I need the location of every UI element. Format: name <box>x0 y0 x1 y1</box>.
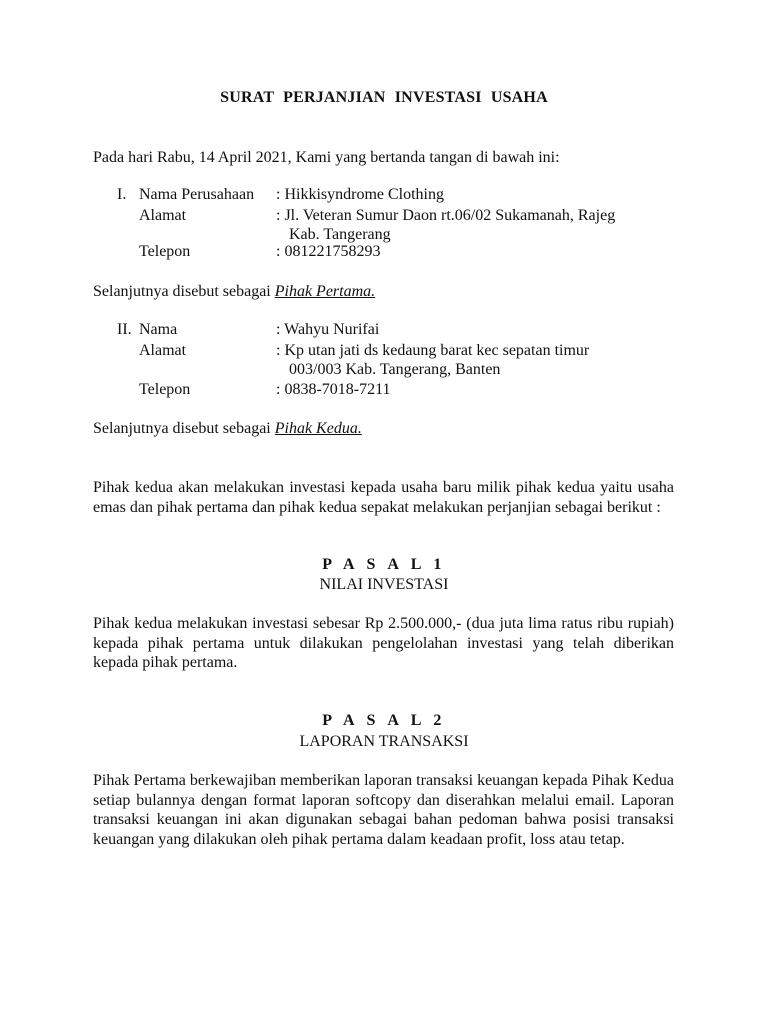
party2-referred <box>93 420 362 438</box>
party2-address-value: : Kp utan jati ds kedaung barat kec sepatan timur <box>276 342 590 359</box>
party2-phone-label: Telepon <box>139 381 191 398</box>
party2-name-label: Nama <box>139 321 178 338</box>
pasal2-heading: P A S A L 2 <box>322 712 446 729</box>
party2-address-label: Alamat <box>139 342 187 359</box>
opening-line: Pada hari Rabu, 14 April 2021, Kami yang bertanda tangan di bawah ini: <box>93 149 560 166</box>
party1-name-label: Nama Perusahaan <box>139 186 255 203</box>
party1-number: I. <box>117 186 127 203</box>
party1-phone-label: Telepon <box>139 243 191 260</box>
party1-address-label: Alamat <box>139 207 187 224</box>
party2-address-value2: 003/003 Kab. Tangerang, Banten <box>289 361 501 378</box>
document-title: SURAT PERJANJIAN INVESTASI USAHA <box>220 89 548 106</box>
party1-name-value: : Hikkisyndrome Clothing <box>276 186 444 203</box>
pasal2-body: Pihak Pertama berkewajiban memberikan laporan transaksi keuangan kepada Pihak Kedua setiap bulannya dengan format laporan softcopy dan diserahkan melalui email. Laporan transaksi keuangan ini akan digunakan sebagai bahan pedoman bahwa posisi transaksi keuangan yang dilakukan oleh pihak pertama dalam keadaan profit, loss atau tetap. <box>93 772 674 848</box>
pasal1-heading: P A S A L 1 <box>322 556 446 573</box>
pasal1-body: Pihak kedua melakukan investasi sebesar Rp 2.500.000,- (dua juta lima ratus ribu rupiah) kepada pihak pertama untuk dilakukan pengelolahan investasi yang telah diberikan kepada pihak pertama. <box>93 615 674 671</box>
intro-paragraph: Pihak kedua akan melakukan investasi kepada usaha baru milik pihak kedua yaitu usaha emas dan pihak pertama dan pihak kedua sepakat melakukan perjanjian sebagai berikut : <box>93 479 674 516</box>
party2-phone-value: : 0838-7018-7211 <box>276 381 391 398</box>
party2-referred-name: Pihak Kedua. <box>274 420 362 437</box>
pasal1-subheading: NILAI INVESTASI <box>319 576 449 593</box>
party1-referred-name: Pihak Pertama. <box>274 283 376 300</box>
party1-referred <box>93 283 375 301</box>
party1-referred-prefix: Selanjutnya disebut sebagai <box>93 283 275 300</box>
party2-number: II. <box>117 321 132 338</box>
party2-referred-prefix: Selanjutnya disebut sebagai <box>93 420 275 437</box>
party1-phone-value: : 081221758293 <box>276 243 381 260</box>
party1-address-value: : Jl. Veteran Sumur Daon rt.06/02 Sukamanah, Rajeg <box>276 207 616 224</box>
party2-name-value: : Wahyu Nurifai <box>276 321 380 338</box>
party1-address-value2: Kab. Tangerang <box>289 226 391 243</box>
pasal2-subheading: LAPORAN TRANSAKSI <box>299 733 469 750</box>
